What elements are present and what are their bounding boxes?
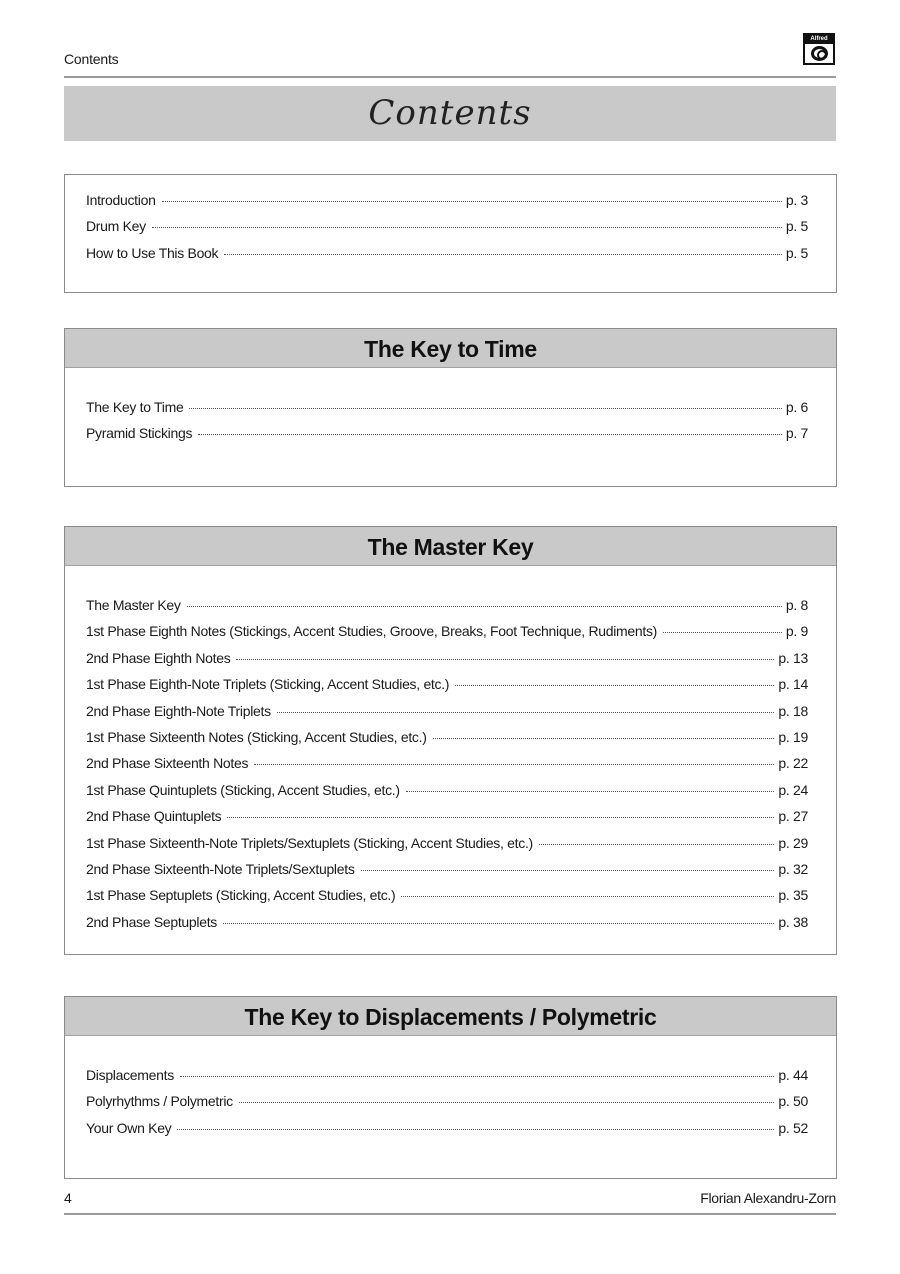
toc-entry-title: Displacements: [86, 1067, 174, 1083]
toc-entry-page: p. 24: [778, 781, 808, 798]
toc-entry[interactable]: [86, 425, 808, 451]
toc-entry-page: p. 14: [778, 676, 808, 693]
toc-entry[interactable]: [86, 399, 808, 425]
toc-entry[interactable]: [86, 218, 808, 244]
leader-dots: [361, 870, 775, 871]
leader-dots: [455, 685, 774, 686]
leader-dots: [539, 844, 774, 845]
section-heading: The Master Key: [65, 527, 836, 566]
section-key-to-time: [64, 328, 837, 487]
leader-dots: [239, 1102, 775, 1103]
section-master-key: [64, 526, 837, 955]
toc-entry[interactable]: [86, 1093, 808, 1119]
toc-entry-page: p. 32: [778, 860, 808, 877]
intro-box: [64, 174, 837, 293]
toc-entry[interactable]: [86, 1067, 808, 1093]
leader-dots: [406, 791, 775, 792]
section-displacements: [64, 996, 837, 1179]
leader-dots: [663, 632, 782, 633]
toc-entry[interactable]: [86, 782, 808, 808]
leader-dots: [162, 201, 782, 202]
toc-entry[interactable]: [86, 597, 808, 623]
toc-entry[interactable]: [86, 887, 808, 913]
toc-entry-title: Polyrhythms / Polymetric: [86, 1093, 233, 1110]
running-head: Contents: [64, 51, 119, 67]
toc-entry-title: 1st Phase Septuplets (Sticking, Accent Studies, etc.): [86, 887, 396, 904]
toc-entry-page: p. 6: [785, 399, 808, 415]
toc-entry-title: 2nd Phase Eighth-Note Triplets: [86, 702, 271, 719]
leader-dots: [236, 659, 774, 660]
toc-entry-title: 1st Phase Sixteenth Notes (Sticking, Accent Studies, etc.): [86, 728, 427, 745]
leader-dots: [187, 606, 782, 607]
header-rule: [64, 76, 836, 78]
section-heading: The Key to Displacements / Polymetric: [65, 997, 836, 1036]
leader-dots: [223, 923, 774, 924]
toc-entry-page: p. 18: [778, 702, 808, 719]
leader-dots: [433, 738, 775, 739]
toc-entry-title: 2nd Phase Eighth Notes: [86, 649, 231, 666]
toc-entry-page: p. 19: [778, 728, 808, 745]
logo-wordmark: Alfred: [805, 35, 833, 44]
toc-entry[interactable]: [86, 192, 808, 218]
toc-entry-page: p. 35: [778, 887, 808, 904]
toc-entry[interactable]: [86, 650, 808, 676]
toc-entry-page: p. 38: [778, 913, 808, 930]
toc-entry-title: 1st Phase Eighth Notes (Stickings, Accent Studies, Groove, Breaks, Foot Technique, Rudiments): [86, 623, 658, 640]
section-heading: The Key to Time: [65, 329, 836, 368]
toc-entry[interactable]: [86, 861, 808, 887]
toc-entry-page: p. 3: [785, 192, 808, 208]
toc-entry-title: Your Own Key: [86, 1119, 172, 1136]
toc-entry[interactable]: [86, 729, 808, 755]
author-name: Florian Alexandru-Zorn: [700, 1190, 836, 1206]
leader-dots: [198, 434, 782, 435]
toc-entry[interactable]: [86, 676, 808, 702]
toc-entry-title: 1st Phase Quintuplets (Sticking, Accent Studies, etc.): [86, 781, 400, 798]
leader-dots: [180, 1076, 774, 1077]
page-number: 4: [64, 1190, 72, 1206]
toc-entry-page: p. 8: [785, 597, 808, 613]
toc-entry-page: p. 52: [778, 1119, 808, 1136]
toc-entry-title: 2nd Phase Sixteenth-Note Triplets/Sextuplets: [86, 860, 355, 877]
footer-rule: [64, 1213, 836, 1215]
toc-entry[interactable]: [86, 755, 808, 781]
leader-dots: [254, 764, 774, 765]
leader-dots: [277, 712, 775, 713]
toc-entry-title: The Key to Time: [86, 399, 184, 415]
toc-entry-page: p. 44: [778, 1067, 808, 1083]
leader-dots: [189, 408, 781, 409]
toc-entry[interactable]: [86, 914, 808, 940]
leader-dots: [227, 817, 774, 818]
toc-entry[interactable]: [86, 703, 808, 729]
leader-dots: [224, 254, 782, 255]
toc-entry-page: p. 7: [785, 425, 808, 442]
page-title: Contents: [368, 93, 532, 133]
toc-entry[interactable]: [86, 245, 808, 271]
toc-entry-page: p. 22: [778, 755, 808, 772]
toc-entry-page: p. 5: [785, 218, 808, 235]
toc-entry[interactable]: [86, 835, 808, 861]
toc-entry-page: p. 27: [778, 808, 808, 825]
toc-entry-title: Introduction: [86, 192, 156, 208]
contents-title-band: [64, 86, 836, 141]
toc-entry-title: 1st Phase Eighth-Note Triplets (Sticking, Accent Studies, etc.): [86, 676, 450, 693]
toc-entry-page: p. 9: [785, 623, 808, 640]
toc-entry-title: 2nd Phase Sixteenth Notes: [86, 755, 249, 772]
toc-entry-page: p. 29: [778, 834, 808, 851]
toc-entry-title: 2nd Phase Quintuplets: [86, 808, 222, 825]
toc-entry-title: 1st Phase Sixteenth-Note Triplets/Sextuplets (Sticking, Accent Studies, etc.): [86, 834, 533, 851]
toc-entry-title: How to Use This Book: [86, 244, 219, 261]
toc-entry-page: p. 5: [785, 244, 808, 261]
leader-dots: [401, 896, 774, 897]
logo-mark: [811, 46, 828, 61]
toc-entry-page: p. 50: [778, 1093, 808, 1110]
toc-entry-page: p. 13: [778, 649, 808, 666]
toc-entry-title: 2nd Phase Septuplets: [86, 913, 217, 930]
toc-entry-title: Drum Key: [86, 218, 146, 235]
leader-dots: [152, 227, 782, 228]
toc-entry-title: The Master Key: [86, 597, 181, 613]
toc-entry[interactable]: [86, 1120, 808, 1146]
toc-entry[interactable]: [86, 623, 808, 649]
toc-entry[interactable]: [86, 808, 808, 834]
toc-entry-title: Pyramid Stickings: [86, 425, 193, 442]
alfred-logo-icon: [803, 33, 835, 65]
leader-dots: [177, 1129, 774, 1130]
